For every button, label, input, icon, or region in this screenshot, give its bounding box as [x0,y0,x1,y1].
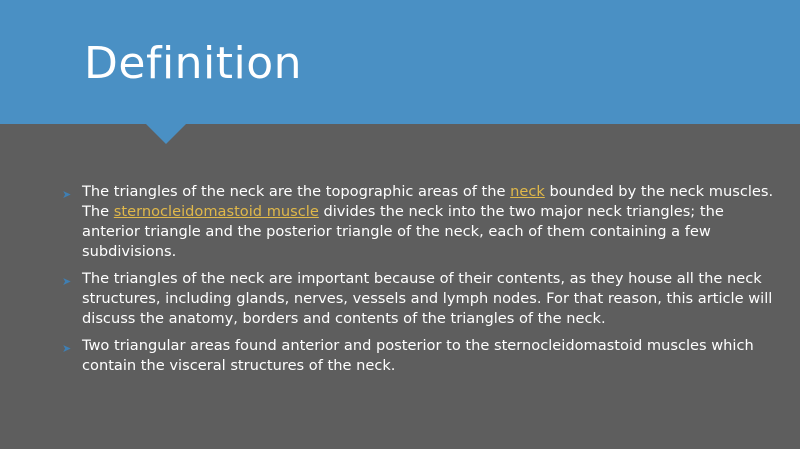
bullet-item [62,336,777,376]
title-bar-pointer [146,124,186,144]
slide-title: Definition [84,38,303,89]
bullet-arrow-icon: ➤ [62,342,72,355]
bullet-text: Two triangular areas found anterior and posterior to the sternocleidomastoid muscles which contain the visceral structures of the neck. [82,337,754,374]
bullet-arrow-icon: ➤ [62,188,72,201]
bullet-list [62,182,777,383]
bullet-text: The triangles of the neck are important because of their contents, as they house all the neck structures, including glands, nerves, vessels and lymph nodes. For that reason, this article will discuss the anatomy, borders and contents of the triangles of the neck. [82,270,773,327]
bullet-arrow-icon: ➤ [62,275,72,288]
neck-link[interactable]: neck [510,183,545,200]
bullet-item [62,269,777,329]
bullet-item [62,182,777,262]
bullet-text: bounded by the neck muscles. The [82,183,774,220]
title-bar [0,0,800,124]
bullet-text: The triangles of the neck are the topographic areas of the [82,183,511,200]
bullet-text: divides the neck into the two major neck triangles; the anterior triangle and the posterior triangle of the neck, each of them containing a few subdivisions. [82,203,724,260]
sternocleidomastoid-muscle-link[interactable]: sternocleidomastoid muscle [113,203,319,220]
